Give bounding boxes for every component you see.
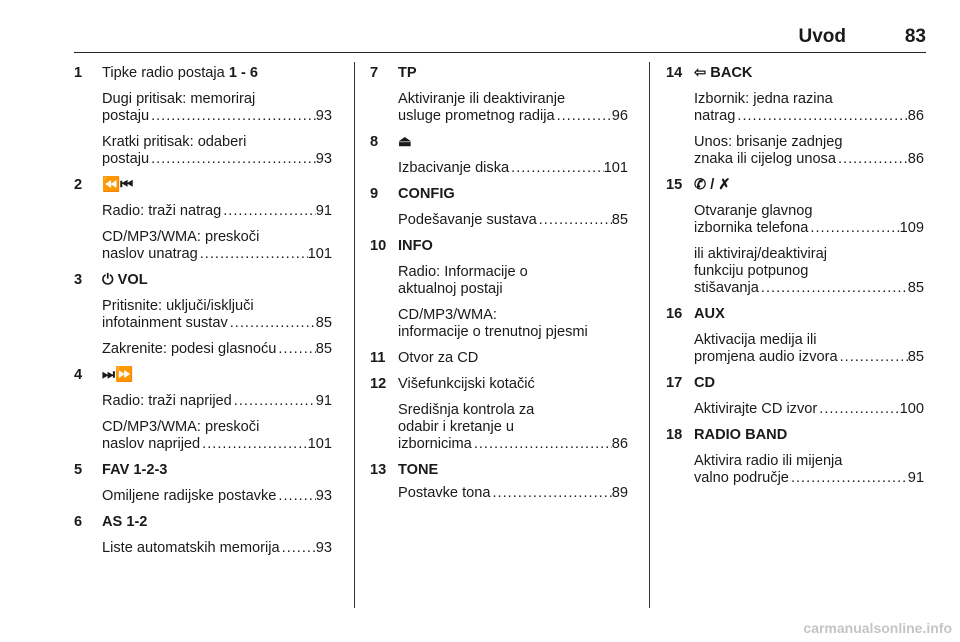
page-reference [102, 203, 332, 220]
entry-heading [74, 514, 332, 531]
reference-text: Aktivirajte CD izvor [694, 401, 818, 417]
description-line: Središnja kontrola za [398, 402, 535, 418]
reference-text: stišavanja [694, 280, 759, 296]
reference-text: Omiljene radijske postavke [102, 488, 277, 504]
reference-text: naslov unatrag [102, 246, 198, 262]
reference-page: 101 [307, 246, 332, 262]
control-entry [74, 367, 332, 453]
reference-page: 91 [315, 203, 332, 219]
entry-number: 17 [666, 375, 683, 391]
reference-text: promjena audio izvora [694, 349, 838, 365]
description-line: funkciju potpunog [694, 263, 809, 279]
reference-text: Radio: traži natrag [102, 203, 222, 219]
entry-description [666, 332, 924, 366]
entry-heading [666, 65, 924, 82]
leader-dots [838, 349, 908, 366]
leader-dots [817, 401, 899, 418]
entry-heading [74, 177, 332, 194]
entry-number: 7 [370, 65, 379, 81]
reference-text: infotainment sustav [102, 315, 228, 331]
reference-page: 91 [315, 393, 332, 409]
control-entry [666, 65, 924, 168]
reference-page: 100 [899, 401, 924, 417]
leader-dots [232, 393, 316, 410]
entry-description [666, 203, 924, 237]
reference-page: 93 [315, 488, 332, 504]
page-reference [398, 108, 628, 125]
entry-heading [370, 376, 628, 393]
page-section-title: Uvod [798, 26, 846, 47]
page-reference [102, 341, 332, 358]
description-line: Otvaranje glavnog [694, 203, 813, 219]
entry-number: 4 [74, 367, 83, 383]
leader-dots [472, 436, 612, 453]
page-reference [102, 315, 332, 332]
button-name: RADIO BAND [694, 427, 788, 443]
control-entry [74, 65, 332, 168]
leader-dots [759, 280, 908, 297]
reference-page: 85 [315, 341, 332, 357]
entry-heading [370, 134, 628, 151]
reference-page: 109 [899, 220, 924, 236]
header-rule [74, 52, 926, 53]
reference-text: valno područje [694, 470, 789, 486]
column-divider [354, 62, 355, 608]
entry-description [74, 341, 332, 358]
description-line: CD/MP3/WMA: preskoči [102, 419, 260, 435]
entry-label: Tipke radio postaja [102, 65, 229, 81]
description-line: odabir i kretanje u [398, 419, 515, 435]
entry-description [74, 488, 332, 505]
page-reference [694, 280, 924, 297]
control-entry [370, 134, 628, 177]
entry-number: 16 [666, 306, 683, 322]
entry-description [74, 229, 332, 263]
entry-number: 5 [74, 462, 83, 478]
page-reference [102, 108, 332, 125]
leader-dots [276, 488, 315, 505]
leader-dots [808, 220, 899, 237]
leader-dots [735, 108, 907, 125]
description-line: CD/MP3/WMA: preskoči [102, 229, 260, 245]
page-reference [398, 212, 628, 229]
entry-number: 9 [370, 186, 379, 202]
entry-number: 1 [74, 65, 83, 81]
entry-number: 12 [370, 376, 387, 392]
description-line: Unos: brisanje zadnjeg [694, 134, 843, 150]
description-line: Radio: Informacije o [398, 264, 528, 280]
control-entry [666, 306, 924, 366]
page-reference [694, 220, 924, 237]
entry-number: 6 [74, 514, 83, 530]
leader-dots [509, 160, 604, 177]
control-entry [370, 186, 628, 229]
button-symbol-icon: ⏏ [398, 134, 412, 150]
entry-heading [370, 462, 628, 479]
page-reference [102, 393, 332, 410]
entry-description [370, 307, 628, 341]
page-reference [102, 246, 332, 263]
leader-dots [836, 151, 908, 168]
button-name: FAV 1-2-3 [102, 462, 168, 478]
entry-description [74, 203, 332, 220]
button-symbol-icon: ⏻ [102, 272, 114, 288]
entry-description [666, 134, 924, 168]
reference-page: 89 [611, 485, 628, 501]
column-2 [370, 65, 628, 511]
entry-heading [666, 177, 924, 194]
reference-text: Liste automatskih memorija [102, 540, 280, 556]
entry-heading [74, 65, 332, 82]
reference-text: Podešavanje sustava [398, 212, 537, 228]
button-name: AS 1-2 [102, 514, 148, 530]
entry-number: 10 [370, 238, 387, 254]
entry-description [74, 298, 332, 332]
reference-page: 85 [907, 349, 924, 365]
leader-dots [228, 315, 316, 332]
entry-heading [370, 350, 628, 367]
entry-description [666, 91, 924, 125]
reference-page: 85 [611, 212, 628, 228]
description-line: aktualnoj postaji [398, 281, 503, 297]
leader-dots [537, 212, 612, 229]
entry-heading [666, 375, 924, 392]
entry-heading [370, 186, 628, 203]
control-entry [370, 376, 628, 453]
reference-page: 93 [315, 151, 332, 167]
entry-number: 15 [666, 177, 683, 193]
control-entry [370, 350, 628, 367]
entry-number: 11 [370, 350, 386, 366]
reference-text: Postavke tona [398, 485, 491, 501]
control-entry [370, 65, 628, 125]
leader-dots [555, 108, 612, 125]
button-name: VOL [117, 272, 148, 288]
control-entry [74, 177, 332, 263]
description-line: Aktivira radio ili mijenja [694, 453, 843, 469]
reference-text: Radio: traži naprijed [102, 393, 232, 409]
button-name: BACK [710, 65, 753, 81]
reference-text: Izbacivanje diska [398, 160, 510, 176]
reference-text: znaka ili cijelog unosa [694, 151, 836, 167]
entry-heading [370, 238, 628, 255]
entry-description [74, 393, 332, 410]
entry-description [370, 160, 628, 177]
page-reference [694, 470, 924, 487]
entry-number: 18 [666, 427, 683, 443]
reference-page: 93 [315, 108, 332, 124]
description-line: ili aktiviraj/deaktiviraj [694, 246, 828, 262]
page-reference [694, 108, 924, 125]
entry-number: 3 [74, 272, 83, 288]
description-line: Izbornik: jedna razina [694, 91, 833, 107]
description-line: Aktivacija medija ili [694, 332, 817, 348]
reference-text: Zakrenite: podesi glasnoću [102, 341, 277, 357]
page-reference [694, 401, 924, 418]
entry-description [370, 402, 628, 453]
entry-heading [74, 462, 332, 479]
page-reference [398, 485, 628, 502]
leader-dots [200, 436, 307, 453]
control-entry [666, 427, 924, 487]
entry-description [666, 246, 924, 297]
description-line: CD/MP3/WMA: [398, 307, 497, 323]
entry-heading [74, 272, 332, 289]
page-reference [694, 349, 924, 366]
leader-dots [280, 540, 316, 557]
watermark: carmanualsonline.info [803, 620, 952, 636]
reference-page: 93 [315, 540, 332, 556]
entry-number: 2 [74, 177, 83, 193]
reference-page: 86 [611, 436, 628, 452]
button-symbol-icon: ⇦ [694, 65, 707, 81]
control-entry [74, 462, 332, 505]
column-divider [649, 62, 650, 608]
entry-heading [666, 427, 924, 444]
button-name: TP [398, 65, 417, 81]
page-reference [694, 151, 924, 168]
entry-description [666, 401, 924, 418]
leader-dots [789, 470, 908, 487]
page-reference [102, 540, 332, 557]
reference-page: 101 [307, 436, 332, 452]
entry-label: Višefunkcijski kotačić [398, 376, 535, 392]
reference-page: 86 [907, 151, 924, 167]
column-3 [666, 65, 924, 496]
reference-page: 101 [603, 160, 628, 176]
reference-text: natrag [694, 108, 736, 124]
reference-text: izbornicima [398, 436, 472, 452]
button-symbol-icon: ⏪⏮ [102, 177, 134, 193]
entry-description [666, 453, 924, 487]
reference-text: naslov naprijed [102, 436, 201, 452]
control-entry [370, 238, 628, 341]
leader-dots [149, 108, 316, 125]
entry-description [370, 91, 628, 125]
control-entry [666, 177, 924, 297]
entry-number: 8 [370, 134, 379, 150]
page-reference [398, 436, 628, 453]
entry-label: Otvor za CD [398, 350, 479, 366]
reference-page: 91 [907, 470, 924, 486]
page-number: 83 [904, 26, 926, 47]
page-reference [398, 160, 628, 177]
control-entry [74, 514, 332, 557]
button-name: INFO [398, 238, 433, 254]
entry-description [370, 264, 628, 298]
page-reference [102, 488, 332, 505]
reference-page: 85 [315, 315, 332, 331]
reference-text: postaju [102, 108, 150, 124]
reference-page: 85 [907, 280, 924, 296]
leader-dots [276, 341, 315, 358]
button-name: CD [694, 375, 716, 391]
description-line: informacije o trenutnoj pjesmi [398, 324, 588, 340]
reference-text: usluge prometnog radija [398, 108, 555, 124]
entry-heading [666, 306, 924, 323]
leader-dots [491, 485, 612, 502]
button-name: AUX [694, 306, 725, 322]
column-1 [74, 65, 332, 566]
entry-description [74, 540, 332, 557]
reference-text: izbornika telefona [694, 220, 809, 236]
description-line: Aktiviranje ili deaktiviranje [398, 91, 566, 107]
entry-description [370, 485, 628, 502]
control-entry [370, 462, 628, 502]
entry-heading [74, 367, 332, 384]
entry-description [74, 419, 332, 453]
description-line: Dugi pritisak: memoriraj [102, 91, 256, 107]
page-reference [102, 151, 332, 168]
entry-description [370, 212, 628, 229]
reference-page: 86 [907, 108, 924, 124]
description-line: Pritisnite: uključi/isključi [102, 298, 254, 314]
entry-description [74, 134, 332, 168]
button-symbol-icon: ⏭⏩ [102, 367, 134, 383]
button-name: CONFIG [398, 186, 455, 202]
leader-dots [198, 246, 308, 263]
description-line: Kratki pritisak: odaberi [102, 134, 247, 150]
button-name: 1 - 6 [228, 65, 259, 81]
control-entry [74, 272, 332, 358]
button-name: TONE [398, 462, 439, 478]
entry-description [74, 91, 332, 125]
entry-number: 13 [370, 462, 387, 478]
page-reference [102, 436, 332, 453]
button-symbol-icon: ✆ / ✗ [694, 177, 731, 193]
entry-heading [370, 65, 628, 82]
reference-text: postaju [102, 151, 150, 167]
leader-dots [221, 203, 316, 220]
entry-number: 14 [666, 65, 683, 81]
reference-page: 96 [611, 108, 628, 124]
control-entry [666, 375, 924, 418]
leader-dots [149, 151, 316, 168]
